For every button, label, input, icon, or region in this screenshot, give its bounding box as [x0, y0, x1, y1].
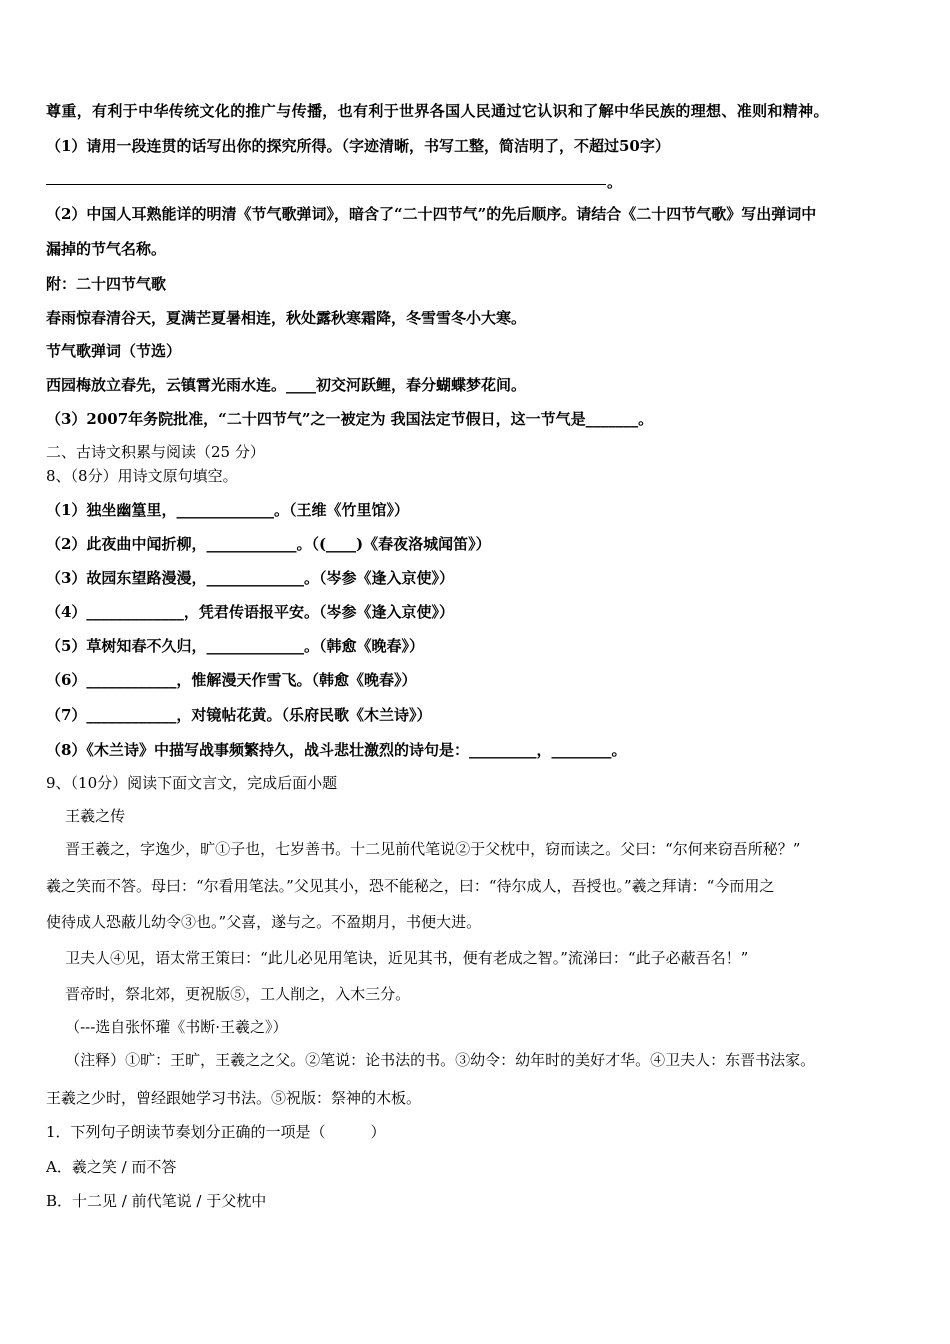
- passage-paragraph-1: 晋王羲之，字逸少，旷①子也，七岁善书。十二见前代笔说②于父枕中，窃而读之。父曰：“尔何来窃吾所秘？”: [46, 840, 801, 858]
- question-8: 8、（8分）用诗文原句填空。: [46, 467, 238, 485]
- passage-paragraph-1-cont: 羲之笑而不答。母曰：“尔看用笔法。”父见其小，恐不能秘之，曰：“待尔成人，吾授也。”羲之拜请：“今而用之: [46, 877, 775, 895]
- question-7-2: （2）中国人耳熟能详的明清《节气歌弹词》，暗含了“二十四节气”的先后顺序。请结合《二十四节气歌》写出弹词中: [46, 205, 817, 223]
- question-8-6: （6）____________，惟解漫天作雪飞。（韩愈《晚春》）: [46, 671, 417, 689]
- passage-notes-cont: 王羲之少时，曾经跟她学习书法。⑤祝版：祭神的木板。: [46, 1089, 422, 1107]
- passage-source: （---选自张怀瓘《书断·王羲之》）: [46, 1018, 288, 1036]
- question-8-4: （4）_____________，凭君传语报平安。（岑参《逢入京使》）: [46, 603, 454, 621]
- passage-title: 王羲之传: [46, 807, 126, 825]
- question-7-3: （3）2007年务院批准，“二十四节气”之一被定为 我国法定节假日，这一节气是_______。: [46, 410, 654, 428]
- text-line: 尊重，有利于中华传统文化的推广与传播，也有利于世界各国人民通过它认识和了解中华民族的理想、准则和精神。: [46, 102, 829, 120]
- question-8-7: （7）____________，对镜帖花黄。（乐府民歌《木兰诗》）: [46, 706, 432, 724]
- question-9-1: 1．下列句子朗读节奏划分正确的一项是（ ）: [46, 1123, 386, 1141]
- question-7-2-cont: 漏掉的节气名称。: [46, 240, 167, 258]
- option-b: B．十二见 / 前代笔说 / 于父枕中: [46, 1192, 267, 1210]
- question-8-3: （3）故园东望路漫漫，_____________。（岑参《逢入京使》）: [46, 569, 454, 587]
- question-9: 9、（10分）阅读下面文言文，完成后面小题: [46, 774, 338, 792]
- ballad-text: 西园梅放立春先，云镇霄光雨水连。____初交河跃鲤，春分蝴蝶梦花间。: [46, 376, 527, 394]
- passage-paragraph-1-end: 使待成人恐蔽儿幼令③也。”父喜，遂与之。不盈期月，书便大进。: [46, 913, 482, 931]
- question-8-8: （8）《木兰诗》中描写战事频繁持久，战斗悲壮激烈的诗句是：_________，________。: [46, 741, 627, 759]
- passage-paragraph-2: 卫夫人④见，语太常王策曰：“此儿必见用笔诀，近见其书，便有老成之智。”流涕曰：“此子必蔽吾名！”: [46, 949, 749, 967]
- question-8-5: （5）草树知春不久归，_____________。（韩愈《晚春》）: [46, 637, 424, 655]
- question-8-1: （1）独坐幽篁里，_____________。（王维《竹里馆》）: [46, 501, 409, 519]
- question-8-2: （2）此夜曲中闻折柳，____________。（(____)《春夜洛城闻笛》）: [46, 535, 491, 553]
- answer-period: 。: [607, 173, 623, 191]
- appendix-title: 附：二十四节气歌: [46, 275, 167, 293]
- passage-notes: （注释）①旷：王旷，王羲之之父。②笔说：论书法的书。③幼令：幼年时的美好才华。④卫夫人：东晋书法家。: [46, 1051, 816, 1069]
- section-heading: 二、古诗文积累与阅读（25 分）: [46, 443, 265, 461]
- answer-blank-line: [46, 184, 606, 185]
- ballad-title: 节气歌弹词（节选）: [46, 342, 182, 360]
- question-7-1: （1）请用一段连贯的话写出你的探究所得。（字迹清晰，书写工整，简洁明了，不超过50字）: [46, 137, 670, 155]
- solar-terms-song: 春雨惊春清谷天，夏满芒夏暑相连，秋处露秋寒霜降，冬雪雪冬小大寒。: [46, 309, 527, 327]
- option-a: A．羲之笑 / 而不答: [46, 1158, 177, 1176]
- passage-paragraph-3: 晋帝时，祭北郊，更祝版⑤，工人削之，入木三分。: [46, 985, 411, 1003]
